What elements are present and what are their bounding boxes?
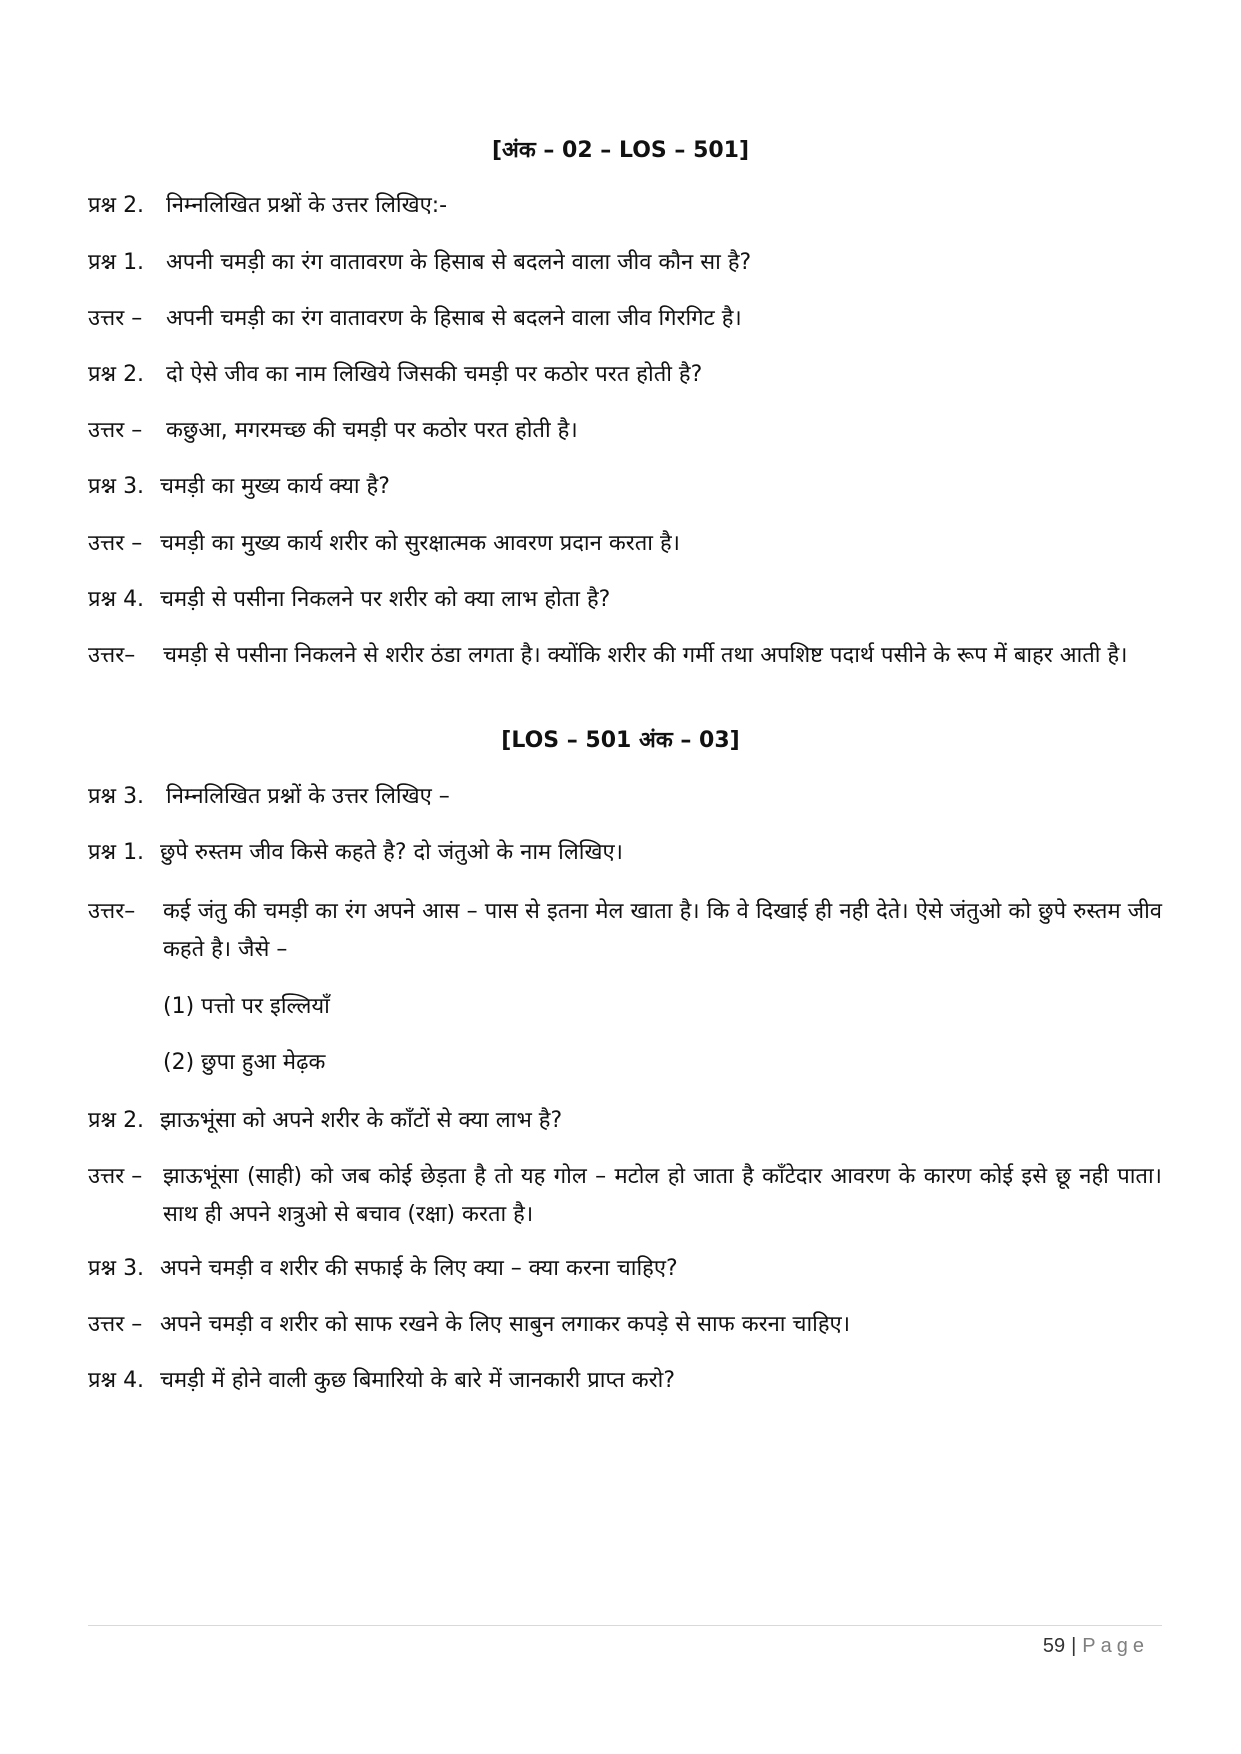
footer-divider bbox=[88, 1625, 1162, 1626]
answer-text: कछुआ, मगरमच्छ की चमड़ी पर कठोर परत होती है। bbox=[166, 418, 578, 443]
question-text: चमड़ी में होने वाली कुछ बिमारियो के बारे में जानकारी प्राप्त करो? bbox=[160, 1368, 676, 1393]
page-footer bbox=[1043, 1632, 1149, 1660]
answer-label: उत्तर– bbox=[88, 643, 136, 668]
question-8 bbox=[88, 1366, 1162, 1396]
answer-3 bbox=[88, 529, 1162, 559]
answer-label: उत्तर– bbox=[88, 899, 136, 924]
list-item: (1) पत्तो पर इल्लियाँ bbox=[163, 994, 330, 1019]
question-label: प्रश्न 2. bbox=[88, 1108, 145, 1133]
answer-text: अपनी चमड़ी का रंग वातावरण के हिसाब से बदलने वाला जीव गिरगिट है। bbox=[166, 306, 742, 331]
question-text: निम्नलिखित प्रश्नों के उत्तर लिखिए:- bbox=[166, 193, 448, 218]
question-6 bbox=[88, 1106, 1162, 1136]
question-label: प्रश्न 3. bbox=[88, 784, 145, 809]
answer-6 bbox=[88, 1158, 1162, 1234]
question-text: झाऊभूंसा को अपने शरीर के काँटों से क्या लाभ है? bbox=[160, 1108, 563, 1133]
question-label: प्रश्न 3. bbox=[88, 474, 145, 499]
answer-text: चमड़ी का मुख्य कार्य शरीर को सुरक्षात्मक आवरण प्रदान करता है। bbox=[160, 531, 680, 556]
question-label: प्रश्न 2. bbox=[88, 193, 145, 218]
answer-2 bbox=[88, 416, 1162, 446]
answer-label: उत्तर – bbox=[88, 1312, 143, 1337]
question-5 bbox=[88, 838, 1162, 868]
question-2 bbox=[88, 360, 1162, 390]
answer-text: झाऊभूंसा (साही) को जब कोई छेड़ता है तो यह गोल – मटोल हो जाता है काँटेदार आवरण के कारण कोई इसे छू नही पाता। साथ ही अपने शत्रुओ से बचाव (रक्षा) करता है। bbox=[163, 1164, 1162, 1227]
question-label: प्रश्न 1. bbox=[88, 840, 145, 865]
answer-text: कई जंतु की चमड़ी का रंग अपने आस – पास से इतना मेल खाता है। कि वे दिखाई ही नही देते। ऐसे जंतुओ को छुपे रुस्तम जीव कहते है। जैसे – bbox=[163, 899, 1162, 962]
answer-label: उत्तर – bbox=[88, 1164, 143, 1189]
list-item: (2) छुपा हुआ मेढ़क bbox=[163, 1050, 326, 1075]
section-heading-2: [LOS – 501 अंक – 03] bbox=[501, 728, 740, 753]
footer-separator: | bbox=[1071, 1635, 1077, 1657]
question-1 bbox=[88, 248, 1162, 278]
answer-7 bbox=[88, 1310, 1162, 1340]
question-label: प्रश्न 4. bbox=[88, 587, 145, 612]
question-7 bbox=[88, 1254, 1162, 1284]
question-label: प्रश्न 1. bbox=[88, 250, 145, 275]
section-intro-2 bbox=[88, 782, 1162, 812]
answer-label: उत्तर – bbox=[88, 531, 143, 556]
page-number: 59 bbox=[1042, 1635, 1066, 1657]
section-heading-1: [अंक – 02 – LOS – 501] bbox=[491, 138, 750, 163]
answer-label: उत्तर – bbox=[88, 418, 143, 443]
question-text: अपनी चमड़ी का रंग वातावरण के हिसाब से बदलने वाला जीव कौन सा है? bbox=[166, 250, 752, 275]
page-label: Page bbox=[1082, 1635, 1149, 1657]
question-text: चमड़ी से पसीना निकलने पर शरीर को क्या लाभ होता है? bbox=[160, 587, 611, 612]
question-label: प्रश्न 2. bbox=[88, 362, 145, 387]
question-text: छुपे रुस्तम जीव किसे कहते है? दो जंतुओ के नाम लिखिए। bbox=[160, 840, 623, 865]
section-intro-1 bbox=[88, 191, 1162, 221]
answer-5 bbox=[88, 893, 1162, 969]
answer-text: अपने चमड़ी व शरीर को साफ रखने के लिए साबुन लगाकर कपड़े से साफ करना चाहिए। bbox=[160, 1312, 851, 1337]
answer-1 bbox=[88, 304, 1162, 334]
question-4 bbox=[88, 585, 1162, 615]
question-text: चमड़ी का मुख्य कार्य क्या है? bbox=[160, 474, 390, 499]
question-label: प्रश्न 4. bbox=[88, 1368, 145, 1393]
question-label: प्रश्न 3. bbox=[88, 1256, 145, 1281]
question-text: अपने चमड़ी व शरीर की सफाई के लिए क्या – क्या करना चाहिए? bbox=[160, 1256, 678, 1281]
question-3 bbox=[88, 472, 1162, 502]
question-text: निम्नलिखित प्रश्नों के उत्तर लिखिए – bbox=[166, 784, 450, 809]
answer-label: उत्तर – bbox=[88, 306, 143, 331]
answer-4 bbox=[88, 637, 1162, 675]
question-text: दो ऐसे जीव का नाम लिखिये जिसकी चमड़ी पर कठोर परत होती है? bbox=[166, 362, 703, 387]
answer-text: चमड़ी से पसीना निकलने से शरीर ठंडा लगता है। क्योंकि शरीर की गर्मी तथा अपशिष्ट पदार्थ पसीने के रूप में बाहर आती है। bbox=[163, 643, 1128, 668]
